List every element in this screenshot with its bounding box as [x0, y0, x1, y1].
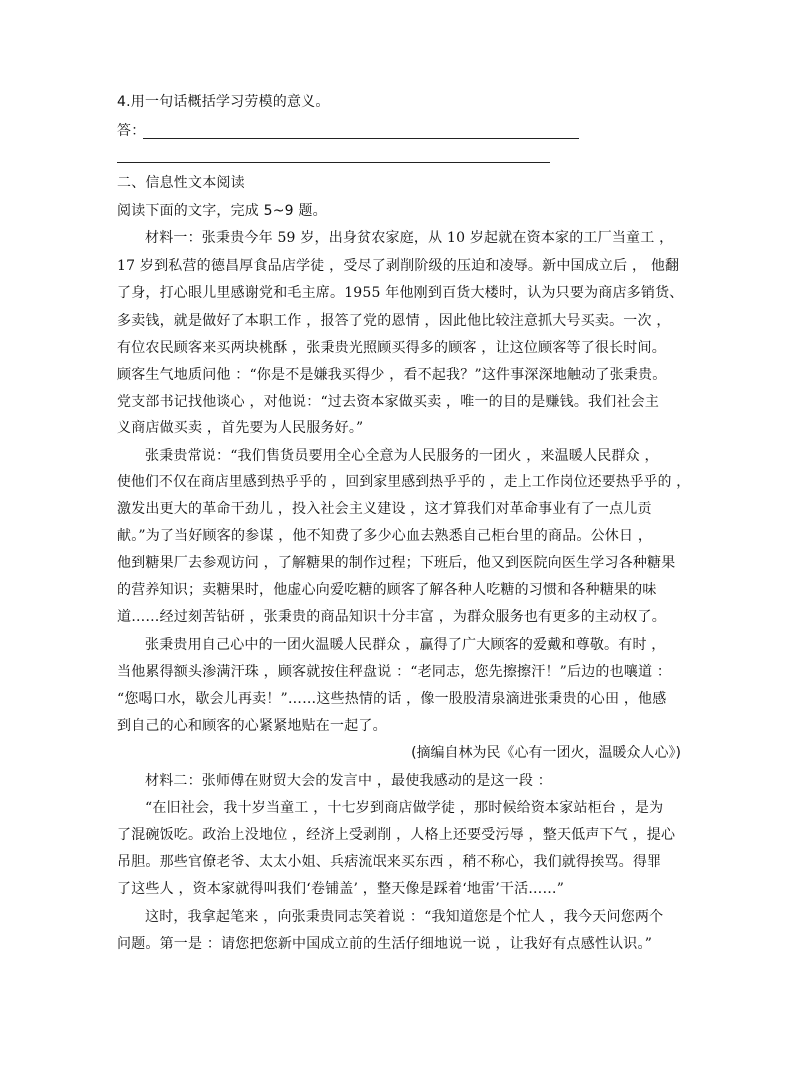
- material2-line: 吊胆。那些官僚老爷、太太小姐、兵痞流氓来买东西 ，稍不称心，我们就得挨骂。得罪: [117, 854, 662, 870]
- material1-line: 的营养知识；卖糖果时，他虚心向爱吃糖的顾客了解各种人吃糖的习惯和各种糖果的味: [117, 582, 657, 598]
- answer-line-1: [143, 138, 579, 139]
- material1-line: 献。”为了当好顾客的参谋 ，他不知费了多少心血去熟悉自己柜台里的商品。公休日 ，: [117, 528, 653, 544]
- material2-line: 了这些人 ，资本家就得叫我们‘卷铺盖’ ，整天像是踩着‘地雷’干活……”: [117, 881, 565, 897]
- material1-line: 张秉贵用自己心中的一团火温暖人民群众 ，赢得了广大顾客的爱戴和尊敬。有时 ，: [145, 637, 666, 653]
- answer-line-2: [117, 162, 550, 163]
- material1-line: 顾客生气地质问他 ：“你是不是嫌我买得少 ，看不起我？”这件事深深地触动了张秉贵。: [117, 367, 667, 383]
- material1-line: 张秉贵常说：“我们售货员要用全心全意为人民服务的一团火 ，来温暖人民群众 ，: [145, 448, 659, 464]
- section-instruction: 阅读下面的文字，完成 5~9 题。: [117, 203, 327, 219]
- material1-line: 道……经过刻苦钻研 ，张秉贵的商品知识十分丰富 ，为群众服务也有更多的主动权了。: [117, 609, 666, 625]
- material2-line: 问题。第一是 ：请您把您新中国成立前的生活仔细地说一说 ，让我好有点感性认识。”: [117, 936, 653, 952]
- answer-label: 答：: [117, 123, 146, 139]
- material1-line: 了身，打心眼儿里感谢党和毛主席。1955 年他刚到百货大楼时，认为只要为商店多销货、: [117, 285, 684, 301]
- material2-line: 材料二：张师傅在财贸大会的发言中 ，最使我感动的是这一段 ：: [145, 773, 552, 789]
- material2-line: “在旧社会，我十岁当童工 ，十七岁到商店做学徒 ，那时候给资本家站柜台 ，是为: [145, 800, 664, 816]
- question-4-prompt: 4.用一句话概括学习劳模的意义。: [117, 94, 330, 110]
- material1-line: “您喝口水，歇会儿再卖！”……这些热情的话 ，像一股股清泉滴进张秉贵的心田 ，他感: [117, 691, 667, 707]
- material1-line: 有位农民顾客来买两块桃酥 ，张秉贵光照顾买得多的顾客 ，让这位顾客等了很长时间。: [117, 340, 666, 356]
- material2-line: 了混碗饭吃。政治上没地位 ，经济上受剥削 ，人格上还要受污辱 ，整天低声下气 ，提心: [117, 827, 676, 843]
- material1-line: 17 岁到私营的德昌厚食品店学徒 ，受尽了剥削阶级的压迫和凌辱。新中国成立后 ， 他翻: [117, 258, 680, 274]
- material1-line: 激发出更大的革命干劲儿 ，投入社会主义建设 ，这才算我们对革命事业有了一点儿贡: [117, 501, 652, 517]
- material1-line: 义商店做买卖 ，首先要为人民服务好。”: [117, 420, 364, 436]
- section-heading: 二、信息性文本阅读: [117, 175, 245, 191]
- material1-line: 党支部书记找他谈心 ，对他说：“过去资本家做买卖 ，唯一的目的是赚钱。我们社会主: [117, 394, 660, 410]
- material1-line: 材料一：张秉贵今年 59 岁，出身贫农家庭，从 10 岁起就在资本家的工厂当童工 ，: [145, 230, 674, 246]
- material1-line: 当他累得额头渗满汗珠 ，顾客就按住秤盘说 ：“老同志，您先擦擦汗！”后边的也嚷道 ：: [117, 664, 672, 680]
- material1-line: 他到糖果厂去参观访问 ，了解糖果的制作过程；下班后，他又到医院向医生学习各种糖果: [117, 555, 676, 571]
- material1-line: 多卖钱，就是做好了本职工作 ，报答了党的恩情 ，因此他比较注意抓大号买卖。一次 ，: [117, 313, 671, 329]
- material1-source: (摘编自林为民《心有一团火，温暖众人心》): [411, 745, 681, 761]
- material2-line: 这时，我拿起笔来 ，向张秉贵同志笑着说 ：“我知道您是个忙人 ，我今天问您两个: [145, 909, 664, 925]
- material1-line: 到自己的心和顾客的心紧紧地贴在一起了。: [117, 718, 387, 734]
- material1-line: 使他们不仅在商店里感到热乎乎的 ，回到家里感到热乎乎的 ，走上工作岗位还要热乎乎的 ，: [117, 474, 691, 490]
